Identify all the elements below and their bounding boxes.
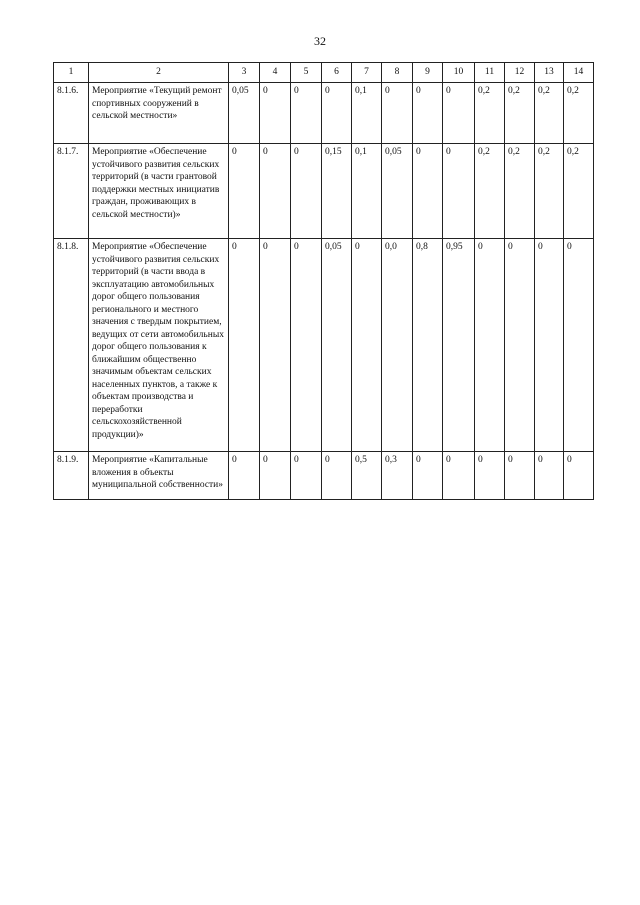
column-header: 2 (89, 63, 229, 83)
value-cell: 0 (322, 83, 352, 144)
column-header: 9 (413, 63, 443, 83)
value-cell: 0 (505, 239, 535, 452)
column-header: 4 (260, 63, 291, 83)
value-cell: 0 (291, 83, 322, 144)
indicator-table (53, 62, 594, 500)
value-cell: 0 (413, 452, 443, 500)
value-cell: 0 (443, 83, 475, 144)
column-header: 13 (535, 63, 564, 83)
row-description: Мероприятие «Обеспечение устойчивого развития сельских территорий (в части ввода в эксплуатацию автомобильных дорог общего пользования регионального и местного значения с твердым покрытием, ведущих от сети автомобильных дорог общего пользования к ближайшим общественно значимым объектам сельских населенных пунктов, а также к объектам производства и переработки сельскохозяйственной продукции)» (89, 239, 229, 452)
column-header: 10 (443, 63, 475, 83)
value-cell: 0 (535, 452, 564, 500)
value-cell: 0 (352, 239, 382, 452)
table-row (54, 144, 594, 239)
value-cell: 0,2 (564, 83, 594, 144)
column-header: 6 (322, 63, 352, 83)
value-cell: 0 (229, 144, 260, 239)
table-row (54, 83, 594, 144)
row-code: 8.1.6. (54, 83, 89, 144)
column-header: 7 (352, 63, 382, 83)
value-cell: 0 (229, 452, 260, 500)
value-cell: 0,1 (352, 83, 382, 144)
column-header: 12 (505, 63, 535, 83)
value-cell: 0 (564, 452, 594, 500)
column-header: 8 (382, 63, 413, 83)
value-cell: 0,15 (322, 144, 352, 239)
row-code: 8.1.9. (54, 452, 89, 500)
row-description: Мероприятие «Текущий ремонт спортивных сооружений в сельской местности» (89, 83, 229, 144)
table-row (54, 452, 594, 500)
value-cell: 0,2 (535, 144, 564, 239)
value-cell: 0,5 (352, 452, 382, 500)
row-code: 8.1.8. (54, 239, 89, 452)
value-cell: 0 (413, 144, 443, 239)
value-cell: 0 (475, 239, 505, 452)
row-code: 8.1.7. (54, 144, 89, 239)
value-cell: 0,0 (382, 239, 413, 452)
page-number: 32 (314, 34, 326, 48)
value-cell: 0 (260, 144, 291, 239)
value-cell: 0 (322, 452, 352, 500)
column-header: 14 (564, 63, 594, 83)
column-header: 3 (229, 63, 260, 83)
value-cell: 0,2 (505, 144, 535, 239)
value-cell: 0 (564, 239, 594, 452)
column-header: 11 (475, 63, 505, 83)
value-cell: 0 (291, 452, 322, 500)
value-cell: 0 (229, 239, 260, 452)
value-cell: 0 (382, 83, 413, 144)
header-row (54, 63, 594, 83)
value-cell: 0,2 (475, 144, 505, 239)
value-cell: 0,95 (443, 239, 475, 452)
value-cell: 0 (260, 239, 291, 452)
value-cell: 0 (413, 83, 443, 144)
value-cell: 0,2 (475, 83, 505, 144)
value-cell: 0 (260, 452, 291, 500)
value-cell: 0,2 (505, 83, 535, 144)
value-cell: 0 (505, 452, 535, 500)
row-description: Мероприятие «Капитальные вложения в объекты муниципальной собственности» (89, 452, 229, 500)
column-header: 1 (54, 63, 89, 83)
value-cell: 0,2 (564, 144, 594, 239)
value-cell: 0,05 (322, 239, 352, 452)
value-cell: 0 (535, 239, 564, 452)
value-cell: 0 (291, 144, 322, 239)
column-header: 5 (291, 63, 322, 83)
value-cell: 0,2 (535, 83, 564, 144)
value-cell: 0,05 (229, 83, 260, 144)
value-cell: 0 (443, 452, 475, 500)
value-cell: 0 (260, 83, 291, 144)
value-cell: 0,3 (382, 452, 413, 500)
value-cell: 0,8 (413, 239, 443, 452)
value-cell: 0,05 (382, 144, 413, 239)
value-cell: 0 (291, 239, 322, 452)
value-cell: 0 (443, 144, 475, 239)
value-cell: 0,1 (352, 144, 382, 239)
row-description: Мероприятие «Обеспечение устойчивого развития сельских территорий (в части грантовой поддержки местных инициатив граждан, проживающих в сельской местности)» (89, 144, 229, 239)
value-cell: 0 (475, 452, 505, 500)
table-row (54, 239, 594, 452)
